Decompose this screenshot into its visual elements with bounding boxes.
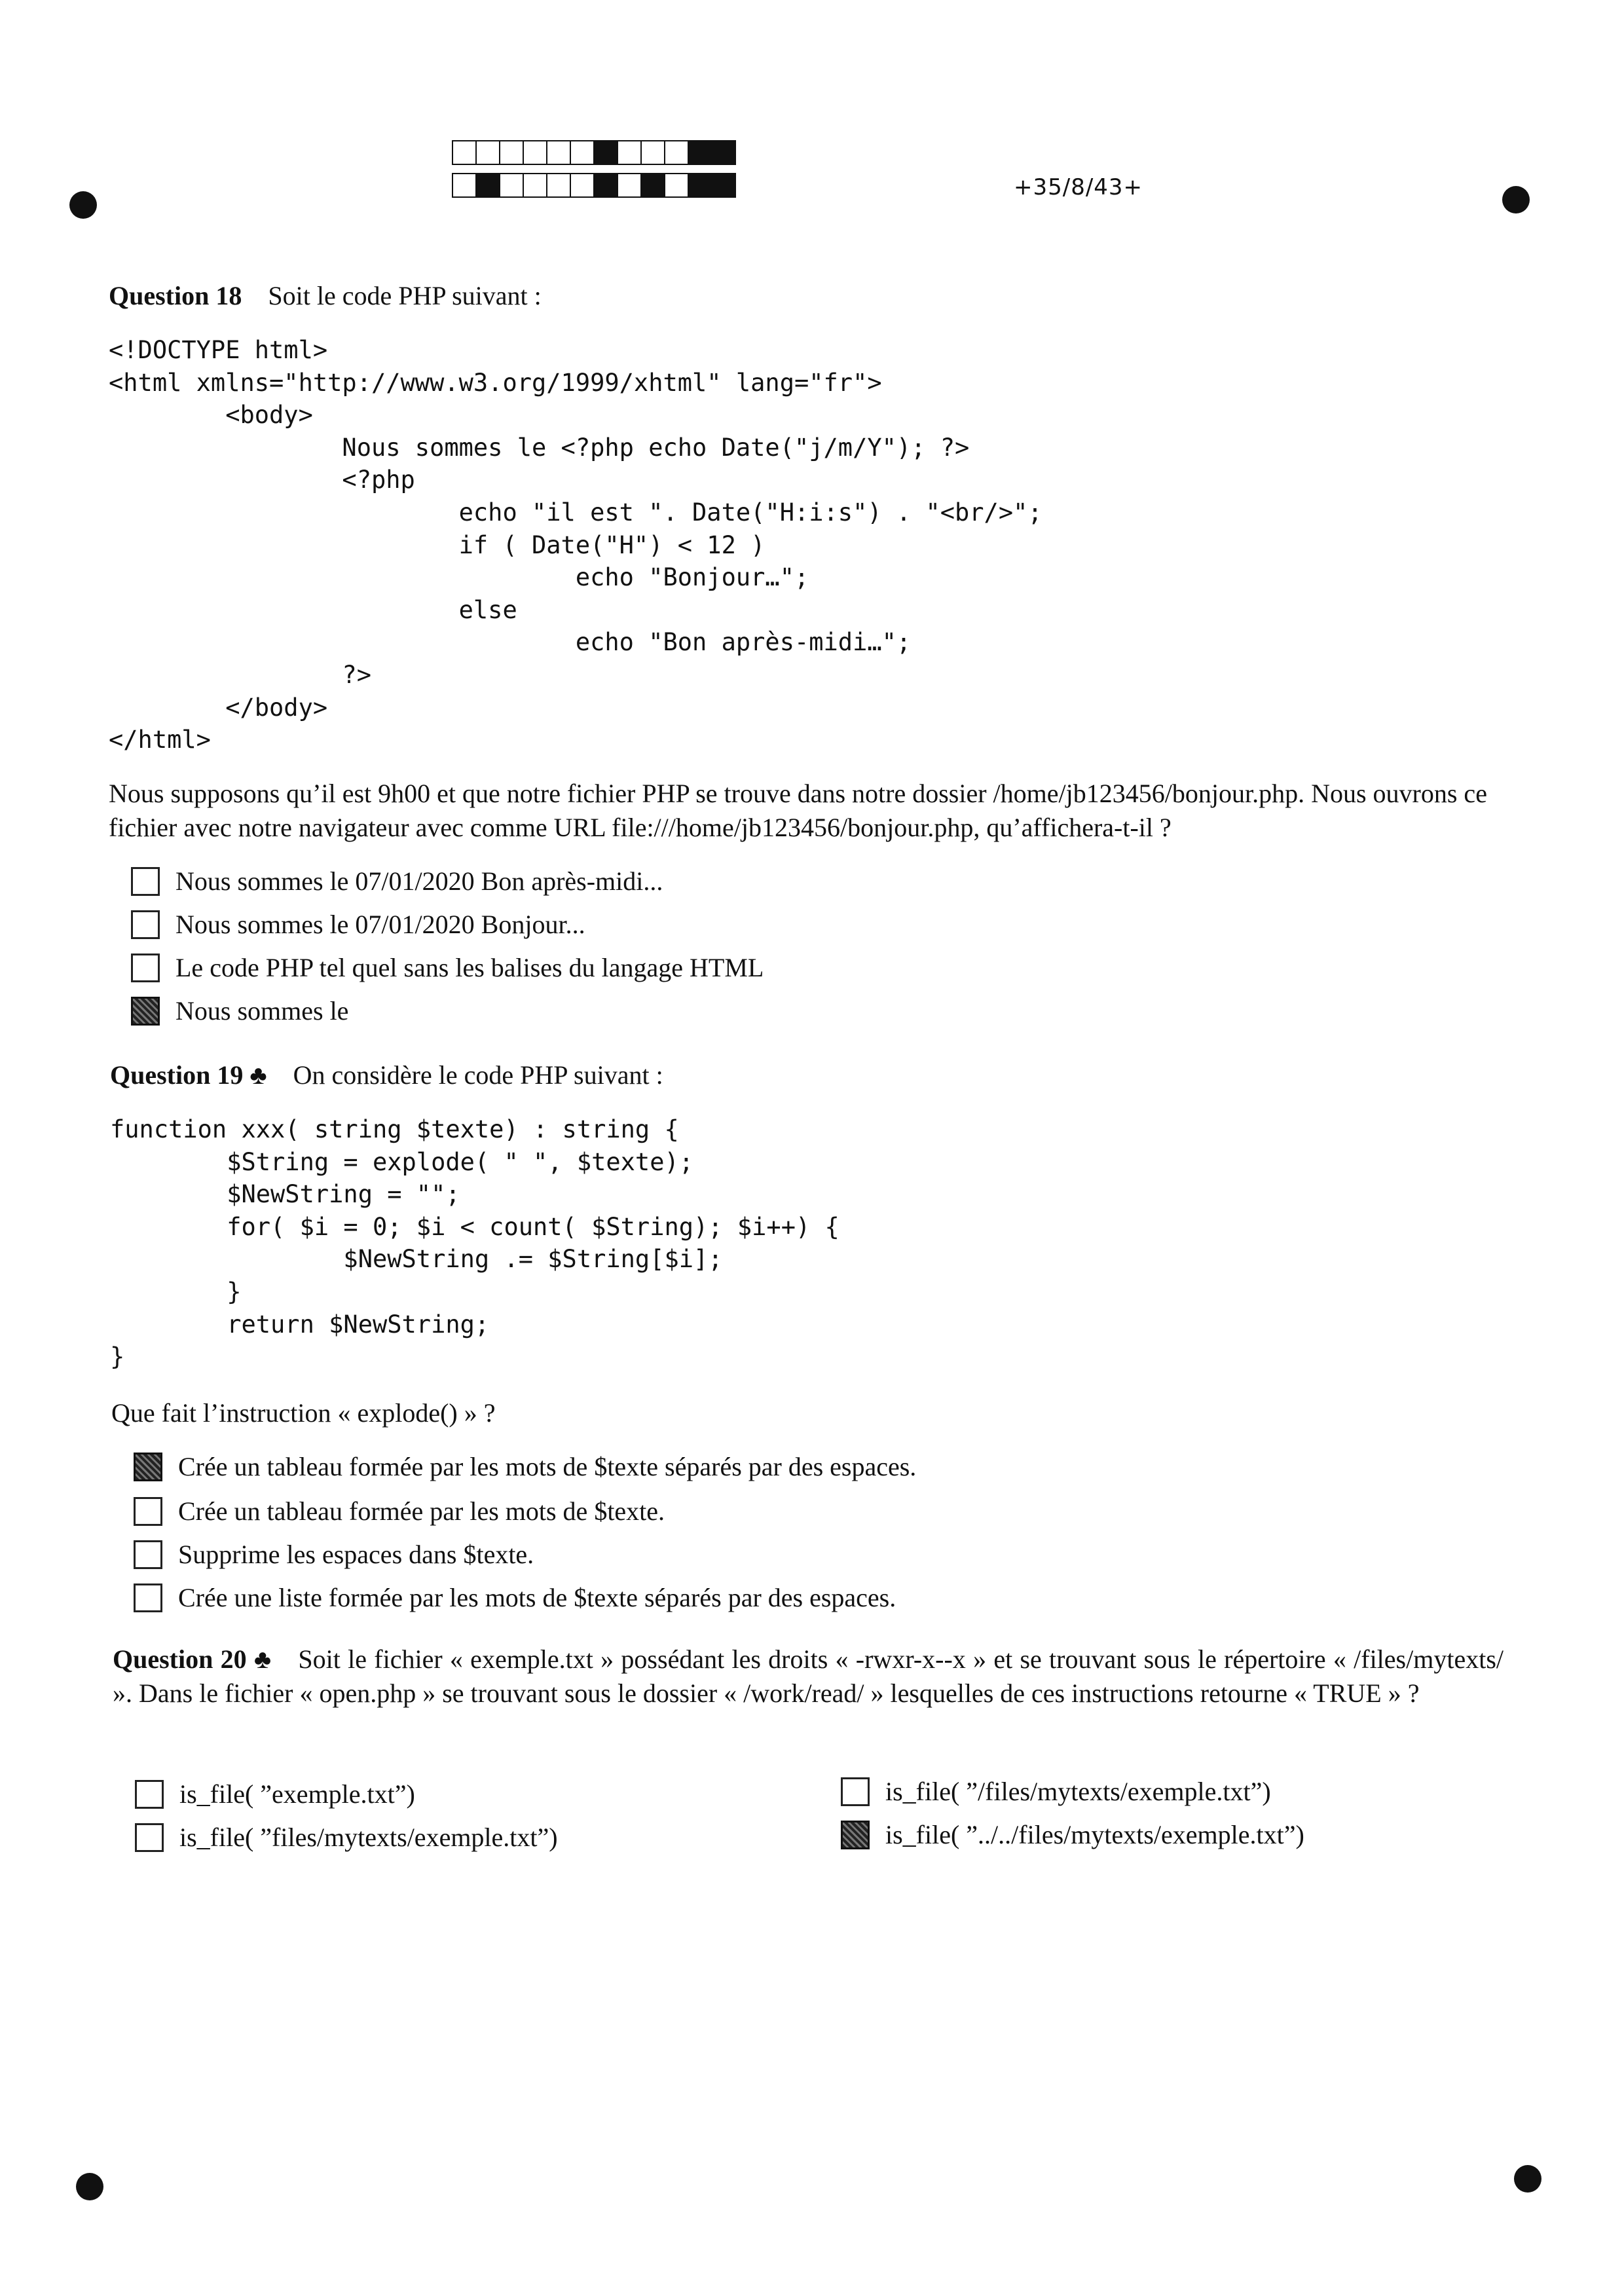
barcode-cell <box>499 173 524 198</box>
answer-option[interactable] <box>134 1496 665 1527</box>
barcode-cell <box>593 140 618 165</box>
option-label: Nous sommes le 07/01/2020 Bon après-midi... <box>175 866 663 896</box>
answer-option[interactable] <box>131 909 585 940</box>
question-text: Soit le fichier « exemple.txt » possédant les droits « -rwxr-x--x » et se trouvant sous le répertoire « /files/mytexts/ ». Dans le fichier « open.php » se trouvant sous le dossier « /work/read/ » lesquelles de ces instructions retourne « TRUE » ? <box>113 1644 1504 1708</box>
question-19-code: function xxx( string $texte) : string { $String = explode( " ", $texte); $NewString = ""; for( $i = 0; $i < count( $String); $i++) { $NewString .= $String[$i]; } return $NewString; } <box>110 1115 840 1371</box>
answer-option[interactable] <box>134 1539 534 1570</box>
answer-option[interactable] <box>131 866 663 897</box>
option-label: Crée un tableau formée par les mots de $texte séparés par des espaces. <box>178 1452 917 1481</box>
barcode-row <box>452 173 735 198</box>
barcode-cell <box>664 173 689 198</box>
barcode-cell <box>711 140 736 165</box>
checkbox[interactable] <box>841 1777 870 1806</box>
question-number: Question 19 ♣ <box>110 1060 267 1090</box>
barcode-cell <box>664 140 689 165</box>
barcode-cell <box>475 173 500 198</box>
barcode-cell <box>593 173 618 198</box>
barcode-cell <box>617 140 642 165</box>
checkbox[interactable] <box>841 1821 870 1849</box>
barcode-row <box>452 140 735 165</box>
answer-option[interactable] <box>135 1822 558 1853</box>
barcode-cell <box>452 173 477 198</box>
checkbox[interactable] <box>135 1780 164 1809</box>
barcode-cell <box>570 140 595 165</box>
question-intro: On considère le code PHP suivant : <box>293 1060 663 1090</box>
barcode-cell <box>546 173 571 198</box>
option-label: is_file( ”../../files/mytexts/exemple.txt”) <box>885 1820 1304 1849</box>
barcode-cell <box>617 173 642 198</box>
question-18-header <box>109 280 542 311</box>
barcode-cell <box>640 173 665 198</box>
option-label: Crée un tableau formée par les mots de $texte. <box>178 1496 665 1526</box>
checkbox[interactable] <box>135 1823 164 1852</box>
option-label: Nous sommes le <box>175 996 349 1026</box>
answer-option[interactable] <box>841 1819 1304 1850</box>
barcode-cell <box>688 173 712 198</box>
question-intro: Soit le code PHP suivant : <box>268 281 542 310</box>
checkbox[interactable] <box>134 1540 162 1569</box>
answer-option[interactable] <box>135 1779 415 1809</box>
answer-option[interactable] <box>131 995 348 1026</box>
barcode-cell <box>523 140 547 165</box>
question-number: Question 18 <box>109 281 242 310</box>
checkbox[interactable] <box>134 1453 162 1481</box>
option-label: Supprime les espaces dans $texte. <box>178 1540 534 1569</box>
option-label: is_file( ”files/mytexts/exemple.txt”) <box>179 1823 558 1852</box>
barcode-cell <box>640 140 665 165</box>
barcode-cell <box>475 140 500 165</box>
question-18-code: <!DOCTYPE html> <html xmlns="http://www.w3.org/1999/xhtml" lang="fr"> <body> Nous sommes le <?php echo Date("j/m/Y"); ?> <?php echo "il est ". Date("H:i:s") . "<br/>"; if ( Date("H") < 12 ) echo "Bonjour…"; else echo "Bon après-midi…"; ?> </body> </html> <box>109 336 1043 754</box>
barcode-cell <box>546 140 571 165</box>
barcode-cell <box>688 140 712 165</box>
registration-dot-bottom-right <box>1514 2165 1541 2193</box>
registration-dot-bottom-left <box>76 2173 103 2200</box>
barcode-cell <box>452 140 477 165</box>
checkbox[interactable] <box>131 910 160 939</box>
question-number: Question 20 ♣ <box>113 1644 272 1674</box>
option-label: Crée une liste formée par les mots de $texte séparés par des espaces. <box>178 1583 896 1612</box>
checkbox[interactable] <box>134 1497 162 1526</box>
checkbox[interactable] <box>134 1583 162 1612</box>
answer-option[interactable] <box>134 1451 916 1482</box>
option-label: is_file( ”/files/mytexts/exemple.txt”) <box>885 1777 1271 1806</box>
checkbox[interactable] <box>131 867 160 896</box>
question-19-header <box>110 1060 663 1090</box>
checkbox[interactable] <box>131 954 160 982</box>
question-20-prompt <box>113 1642 1504 1711</box>
answer-option[interactable] <box>841 1776 1271 1807</box>
sheet-code: +35/8/43+ <box>1014 174 1143 200</box>
barcode-cell <box>523 173 547 198</box>
registration-dot-top-left <box>69 191 97 219</box>
option-label: Le code PHP tel quel sans les balises du langage HTML <box>175 953 764 982</box>
question-18-prompt: Nous supposons qu’il est 9h00 et que notre fichier PHP se trouve dans notre dossier /home/jb123456/bonjour.php. Nous ouvrons ce fichier avec notre navigateur avec comme URL file:///home/jb123456/bonjour.php, qu’affichera-t-il ? <box>109 779 1487 842</box>
checkbox[interactable] <box>131 997 160 1026</box>
question-19-prompt: Que fait l’instruction « explode() » ? <box>111 1398 496 1428</box>
registration-dot-top-right <box>1502 186 1530 213</box>
barcode-cell <box>499 140 524 165</box>
answer-option[interactable] <box>131 952 764 983</box>
answer-option[interactable] <box>134 1582 896 1613</box>
barcode-cell <box>570 173 595 198</box>
option-label: is_file( ”exemple.txt”) <box>179 1779 415 1809</box>
option-label: Nous sommes le 07/01/2020 Bonjour... <box>175 910 585 939</box>
barcode-cell <box>711 173 736 198</box>
